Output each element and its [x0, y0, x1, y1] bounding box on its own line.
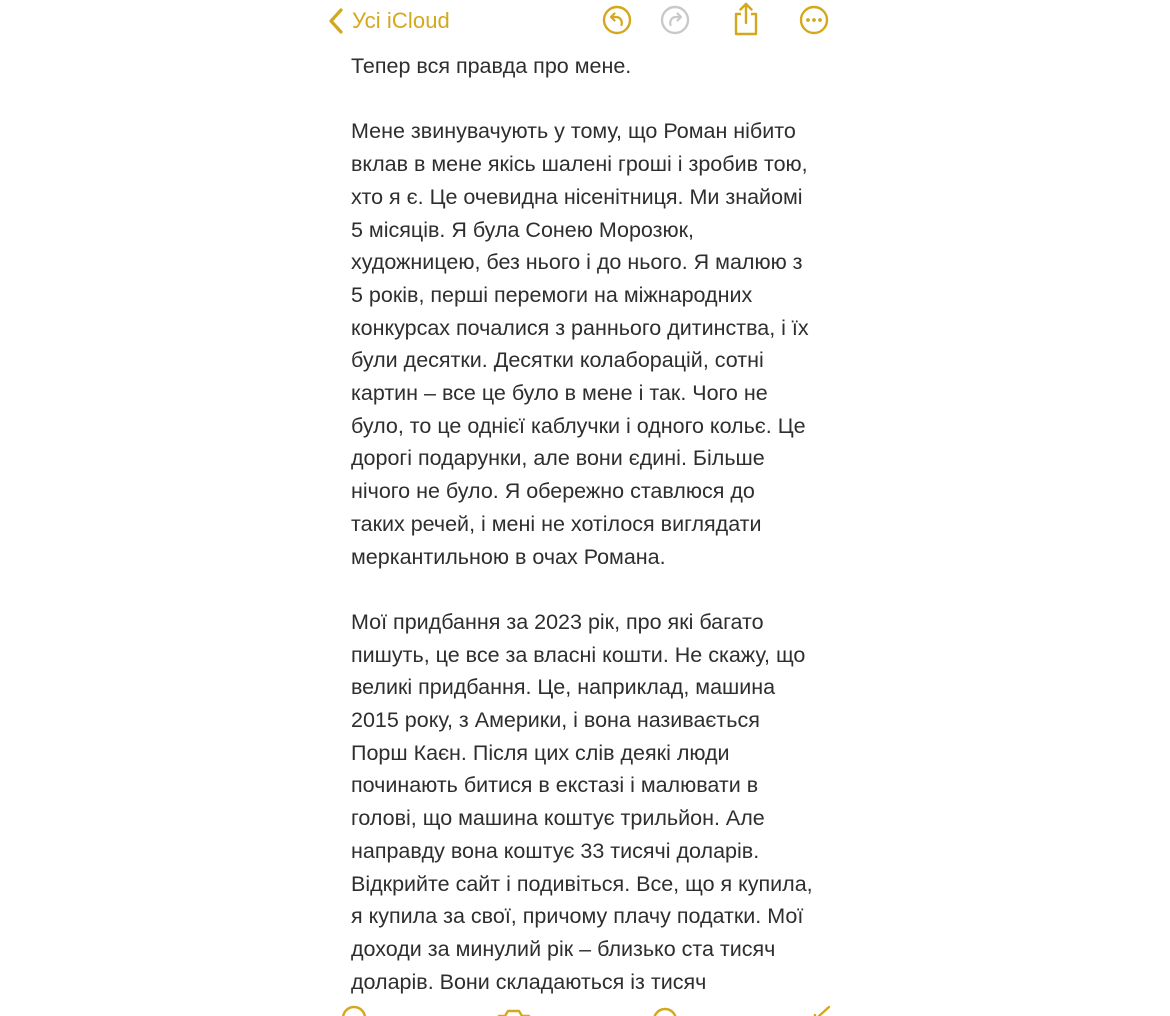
note-paragraph: [351, 50, 831, 83]
note-line: доходи за минулий рік – близько ста тисяч: [351, 936, 776, 961]
note-line: конкурсах почалися з раннього дитинства, і їх: [351, 315, 809, 340]
note-line: Відкрийте сайт і подивіться. Все, що я купила,: [351, 871, 813, 896]
note-line: було, то це однієї каблучки і одного кольє. Це: [351, 413, 806, 438]
paragraph-gap: [351, 573, 831, 606]
note-line: 5 років, перші перемоги на міжнародних: [351, 282, 753, 307]
undo-icon: [601, 4, 633, 36]
redo-button[interactable]: [659, 4, 691, 36]
note-line: 5 місяців. Я була Сонею Морозюк,: [351, 217, 694, 242]
note-line: я купила за свої, причому плачу податки. Мої: [351, 904, 804, 929]
note-line: меркантильною в очах Романа.: [351, 544, 666, 569]
note-line: Тепер вся правда про мене.: [351, 54, 632, 78]
note-line: нічого не було. Я обережно ставлюся до: [351, 479, 755, 504]
camera-icon[interactable]: [495, 1004, 535, 1016]
note-body[interactable]: [351, 50, 831, 998]
checklist-icon[interactable]: [340, 1004, 370, 1016]
note-line: Мої придбання за 2023 рік, про які багато: [351, 609, 764, 634]
note-paragraph: [351, 115, 831, 573]
paragraph-gap: [351, 83, 831, 116]
note-paragraph: [351, 606, 831, 998]
nav-bar: [328, 0, 833, 44]
chevron-left-icon: [328, 7, 344, 35]
share-button[interactable]: [730, 1, 762, 33]
note-line: таких речей, і мені не хотілося виглядати: [351, 511, 762, 536]
undo-button[interactable]: [601, 4, 633, 36]
back-label: Усі iCloud: [352, 8, 450, 33]
note-line: хто я є. Це очевидна нісенітниця. Ми знайомі: [351, 184, 803, 209]
note-line: вклав в мене якісь шалені гроші і зробив тою,: [351, 152, 808, 177]
note-line: були десятки. Десятки колаборацій, сотні: [351, 348, 764, 373]
note-line: картин – все це було в мене і так. Чого не: [351, 381, 768, 406]
note-line: голові, що машина коштує трильйон. Але: [351, 806, 765, 831]
note-line: Мене звинувачують у тому, що Роман нібито: [351, 119, 796, 144]
note-line: направду вона коштує 33 тисячі доларів.: [351, 838, 760, 863]
share-icon: [730, 1, 762, 37]
more-button[interactable]: [798, 4, 830, 36]
redo-icon: [659, 4, 691, 36]
note-line: Порш Каєн. Після цих слів деякі люди: [351, 740, 730, 765]
note-line: пишуть, це все за власні кошти. Не скажу, що: [351, 642, 806, 667]
note-line: дорогі подарунки, але вони єдині. Більше: [351, 446, 765, 471]
markup-pen-icon[interactable]: [651, 1004, 681, 1016]
more-icon: [798, 4, 830, 36]
note-line: художницею, без нього і до нього. Я малюю з: [351, 250, 803, 275]
bottom-toolbar: [335, 1004, 835, 1016]
note-line: великі придбання. Це, наприклад, машина: [351, 675, 776, 700]
back-button[interactable]: [328, 4, 450, 38]
note-line: 2015 року, з Америки, і вона називається: [351, 708, 760, 733]
note-line: починають битися в екстазі і малювати в: [351, 773, 759, 798]
compose-icon[interactable]: [813, 1004, 833, 1016]
note-line: доларів. Вони складаються із тисяч: [351, 969, 707, 994]
